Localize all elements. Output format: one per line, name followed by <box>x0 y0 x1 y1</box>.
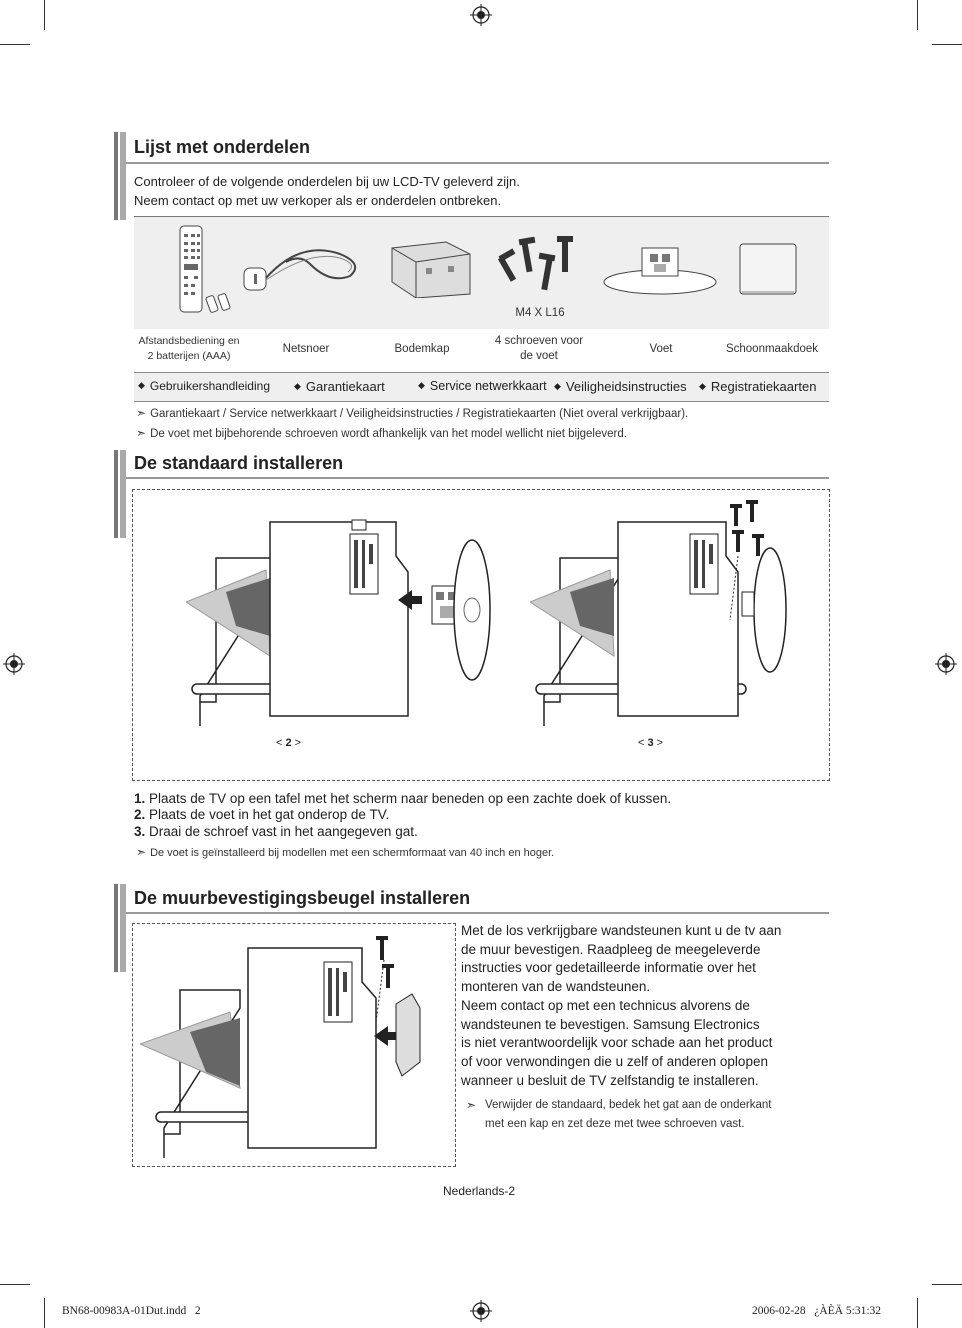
accessories-row <box>134 372 829 402</box>
paragraph-line: wanneer u besluit de TV zelfstandig te installeren. <box>461 1072 759 1088</box>
power-cord-icon <box>240 240 368 300</box>
diamond-icon: ◆ <box>699 381 706 391</box>
crop-mark <box>917 1298 918 1328</box>
section-rule <box>126 162 829 164</box>
diamond-icon: ◆ <box>554 381 561 391</box>
part-label-stand: Voet <box>649 343 673 355</box>
paragraph-line: monteren van de wandsteunen. <box>461 979 651 995</box>
step-number: 1. <box>134 791 146 806</box>
accessory-item <box>418 379 547 393</box>
section-bar <box>120 132 126 220</box>
note-text-block <box>485 1096 771 1134</box>
step-text: Plaats de TV op een tafel met het scherm naar beneden op een zachte doek of kussen. <box>149 791 672 806</box>
paragraph-line: de muur bevestigen. Raadpleeg de meegeleverde <box>461 941 761 957</box>
step-text: Draai de schroef vast in het aangegeven gat. <box>149 824 418 839</box>
paragraph-line: Neem contact op met een technicus alvorens de <box>461 997 750 1013</box>
crop-mark <box>44 0 45 30</box>
paragraph-line: instructies voor gedetailleerde informatie over het <box>461 960 756 976</box>
note-arrow-icon: ➣ <box>136 426 147 440</box>
remote-control-icon <box>168 224 238 316</box>
step <box>134 807 389 822</box>
figure-number: 3 <box>647 737 654 749</box>
figure-number: 2 <box>285 737 292 749</box>
registration-mark-icon <box>935 653 957 675</box>
crop-mark <box>932 1284 962 1285</box>
note-text: De voet is geïnstalleerd bij modellen met een schermformaat van 40 inch en hoger. <box>150 847 555 859</box>
accessory-label: Gebruikershandleiding <box>149 379 270 393</box>
wall-mount-figure <box>140 932 440 1158</box>
accessory-label: Veiligheidsinstructies <box>565 379 687 394</box>
figure-caption: < 2 > <box>276 737 302 749</box>
section-bar <box>120 884 126 972</box>
accessory-item <box>699 379 816 394</box>
registration-mark-icon <box>470 4 492 26</box>
parts-panel <box>134 216 829 329</box>
step <box>134 791 671 806</box>
section-bar <box>120 450 126 538</box>
figure-caption: < 3 > <box>638 737 664 749</box>
part-label-line: 4 schroeven voor <box>494 335 584 347</box>
diamond-icon: ◆ <box>138 380 145 390</box>
accessory-item <box>294 379 385 394</box>
note-arrow-icon: ➣ <box>136 406 147 420</box>
step-number: 3. <box>134 824 146 839</box>
section-bar <box>114 450 118 538</box>
bottom-cover-icon <box>386 238 476 298</box>
section-rule <box>126 912 829 914</box>
registration-mark-icon <box>3 653 25 675</box>
note-text: met een kap en zet deze met twee schroeven vast. <box>485 1118 745 1130</box>
part-label-line: 2 batterijen (AAA) <box>147 350 231 362</box>
stand-icon <box>600 238 720 298</box>
step-text: Plaats de voet in het gat onderop de TV. <box>149 807 390 822</box>
accessory-label: Registratiekaarten <box>710 379 817 394</box>
wall-mount-paragraph <box>461 922 781 1090</box>
crop-mark <box>44 1298 45 1328</box>
timestamp: 2006-02-28 ¿ÀÈÄ 5:31:32 <box>752 1305 882 1317</box>
section-title-wall-mount: De muurbevestigingsbeugel installeren <box>134 888 471 908</box>
section-bar <box>114 884 118 972</box>
screw-spec-label: M4 X L16 <box>515 307 565 319</box>
file-name: BN68-00983A-01Dut.indd 2 <box>62 1305 201 1317</box>
note-text: Verwijder de standaard, bedek het gat aan de onderkant <box>485 1099 772 1111</box>
accessory-label: Garantiekaart <box>305 379 385 394</box>
note-arrow-icon: ➣ <box>136 845 147 859</box>
paragraph-line: of voor verwondingen die u zelf of anderen oplopen <box>461 1053 768 1069</box>
accessory-item <box>138 379 270 393</box>
section-bar <box>114 132 118 220</box>
crop-mark <box>0 44 30 45</box>
cleaning-cloth-icon <box>736 240 800 298</box>
crop-mark <box>917 0 918 30</box>
diamond-icon: ◆ <box>418 380 425 390</box>
step <box>134 824 418 839</box>
step-number: 2. <box>134 807 146 822</box>
note <box>136 426 627 440</box>
paragraph-line: Met de los verkrijgbare wandsteunen kunt u de tv aan <box>461 923 782 938</box>
note <box>466 1096 480 1116</box>
crop-mark <box>932 44 962 45</box>
diamond-icon: ◆ <box>294 381 301 391</box>
note-text: De voet met bijbehorende schroeven wordt afhankelijk van het model wellicht niet bijgeleverd. <box>150 428 627 440</box>
intro-line: Controleer of de volgende onderdelen bij uw LCD-TV geleverd zijn. <box>134 174 520 189</box>
registration-mark-icon <box>470 1300 492 1322</box>
part-label-line: Afstandsbediening en <box>138 335 240 347</box>
part-label-cord: Netsnoer <box>282 343 330 355</box>
part-label-remote <box>134 334 244 364</box>
paragraph-line: is niet verantwoordelijk voor schade aan het product <box>461 1035 773 1051</box>
screws-icon <box>496 234 582 300</box>
part-label-line: de voet <box>520 350 558 362</box>
accessory-item <box>554 379 687 394</box>
paragraph-line: wandsteunen te bevestigen. Samsung Electronics <box>461 1016 760 1032</box>
note-arrow-icon: ➣ <box>466 1098 477 1112</box>
part-label-cover: Bodemkap <box>394 343 450 355</box>
crop-mark <box>0 1284 30 1285</box>
part-label-cloth: Schoonmaakdoek <box>725 343 819 355</box>
tv-stand-figure-3 <box>530 500 830 726</box>
note <box>136 406 688 420</box>
note <box>136 845 554 859</box>
part-label-screws <box>484 334 594 364</box>
note-text: Garantiekaart / Service netwerkkaart / Veiligheidsinstructies / Registratiekaarten (Niet overal verkrijgbaar). <box>150 408 689 420</box>
page-label: Nederlands-2 <box>443 1184 516 1198</box>
section-title-stand: De standaard installeren <box>134 453 344 473</box>
section-title-parts: Lijst met onderdelen <box>134 137 311 157</box>
accessory-label: Service netwerkkaart <box>429 379 547 393</box>
tv-stand-figure-2 <box>186 516 496 726</box>
intro-line: Neem contact op met uw verkoper als er onderdelen ontbreken. <box>134 193 502 208</box>
section-rule <box>126 477 829 479</box>
